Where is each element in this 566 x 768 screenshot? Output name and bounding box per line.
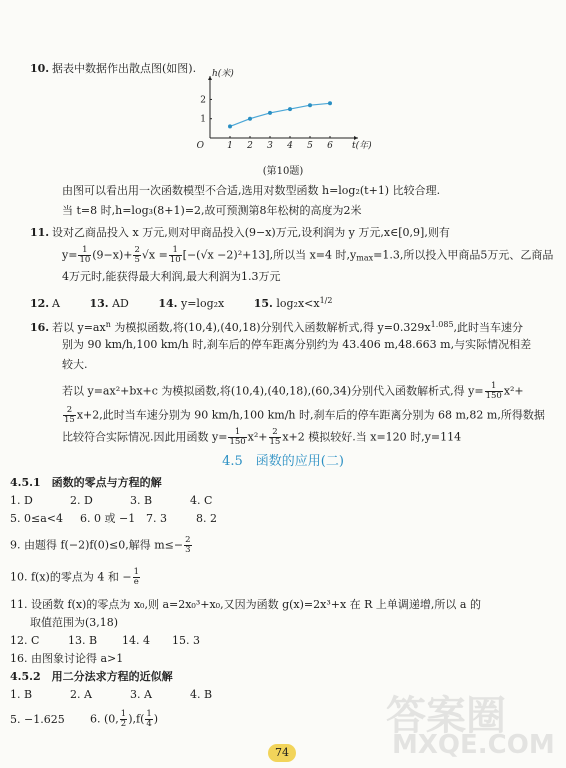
question-number: 10. bbox=[30, 62, 50, 75]
denominator: 150 bbox=[485, 391, 502, 401]
numerator: 1 bbox=[485, 382, 503, 392]
numerator: 2 bbox=[185, 535, 191, 545]
q16-line6 bbox=[62, 428, 552, 447]
answer: 1. B bbox=[10, 688, 33, 701]
answer-row-3 bbox=[10, 634, 552, 648]
q9-line bbox=[10, 536, 552, 555]
fraction bbox=[485, 382, 503, 401]
chart-labels bbox=[197, 68, 373, 151]
denominator: 10 bbox=[169, 255, 181, 265]
q16-line5 bbox=[62, 406, 552, 425]
q16-line2: 别为 90 km/h,100 km/h 时,刹车后的停车距离分别约为 43.406 m,48.663 m,与实际情况相差 bbox=[62, 338, 532, 351]
fraction bbox=[78, 246, 91, 265]
y-axis-label: h(米) bbox=[212, 69, 234, 79]
answer: 5. −1.625 bbox=[10, 712, 65, 726]
answer-text: 10. f(x)的零点为 4 和 − bbox=[10, 570, 132, 584]
q11-expr-e: =1.3,所以投入甲商品5万元、乙商品 bbox=[373, 248, 554, 262]
x-tick-label: 1 bbox=[227, 141, 233, 151]
superscript: 1/2 bbox=[319, 296, 333, 305]
numerator: 1 bbox=[133, 567, 139, 577]
answer-text: 6. (0, bbox=[90, 712, 119, 726]
denominator: e bbox=[133, 577, 139, 587]
page-number: 74 bbox=[268, 744, 296, 762]
fraction bbox=[228, 428, 246, 447]
answer-text: ) bbox=[153, 712, 159, 726]
q16-line1 bbox=[30, 318, 552, 335]
q11-text: 设对乙商品投入 x 万元,则对甲商品投入(9−x)万元,设利润为 y 万元,x∈[0,9],则有 bbox=[52, 226, 450, 239]
fraction bbox=[269, 428, 282, 447]
numerator: 1 bbox=[228, 428, 246, 438]
superscript: 1.085 bbox=[430, 320, 454, 329]
question-number: 13. bbox=[89, 297, 109, 310]
fraction bbox=[145, 710, 152, 729]
q10-body-line1: 由图可以看出用一次函数模型不合适,选用对数型函数 h=log₂(t+1) 比较合理. bbox=[62, 184, 441, 197]
answer: y=log₂x bbox=[181, 297, 225, 310]
fraction bbox=[120, 710, 127, 729]
q10-zero-line bbox=[10, 568, 552, 587]
answer-row-1 bbox=[10, 494, 552, 508]
answer: log₂x<x bbox=[276, 297, 320, 310]
question-number: 16. bbox=[30, 321, 50, 334]
watermark-brand: 答案圈 bbox=[386, 693, 506, 739]
section-title: 4.5 函数的应用(二) bbox=[222, 454, 344, 469]
answer: 7. 3 bbox=[146, 512, 167, 525]
data-point bbox=[308, 103, 312, 107]
q11-zero-line1: 11. 设函数 f(x)的零点为 x₀,则 a=2x₀³+x₀,又因为函数 g(x)=2x³+x 在 R 上单调递增,所以 a 的 bbox=[10, 598, 481, 611]
watermark-url: MXQE.COM bbox=[392, 730, 555, 760]
q10-text: 据表中数据作出散点图(如图). bbox=[52, 62, 197, 75]
q16-text: 若以 y=ax bbox=[52, 321, 106, 334]
answer: A bbox=[52, 297, 60, 310]
answer: 3. B bbox=[130, 494, 153, 507]
chart-points bbox=[228, 101, 332, 128]
answer-text: 9. 由题得 f(−2)f(0)≤0,解得 m≤− bbox=[10, 538, 184, 552]
numerator: 1 bbox=[78, 246, 91, 256]
question-number: 14. bbox=[158, 297, 178, 310]
q11-expr-d: [−(√x −2)²+13],所以当 x=4 时,y bbox=[182, 248, 357, 262]
q16-text: 比较符合实际情况.因此用函数 y= bbox=[62, 430, 228, 444]
q11-expr-c: √x = bbox=[141, 248, 168, 262]
q11-line2 bbox=[62, 246, 552, 266]
figure-caption: (第10题) bbox=[262, 166, 304, 177]
subsection-heading: 4.5.2 用二分法求方程的近似解 bbox=[10, 670, 173, 683]
fraction bbox=[133, 568, 140, 587]
answer: 13. B bbox=[68, 634, 98, 647]
q11-line3: 4万元时,能获得最大利润,最大利润为1.3万元 bbox=[62, 270, 281, 283]
answer: 4. B bbox=[190, 688, 213, 701]
answer: AD bbox=[112, 297, 129, 310]
numerator: 2 bbox=[63, 406, 76, 416]
q11-expr-b: (9−x)+ bbox=[92, 248, 133, 262]
x-axis-label: t(年) bbox=[352, 141, 372, 151]
x-tick-label: 5 bbox=[307, 141, 313, 151]
q16-text: x²+ bbox=[503, 384, 524, 398]
x-tick-label: 4 bbox=[287, 141, 293, 151]
q11-zero-line2: 取值范围为(3,18) bbox=[30, 616, 119, 629]
denominator: 3 bbox=[185, 545, 191, 555]
answer: 4. C bbox=[190, 494, 213, 507]
q11-expr-a: y= bbox=[62, 248, 78, 262]
question-number: 12. bbox=[30, 297, 50, 310]
denominator: 150 bbox=[229, 437, 246, 447]
answer: 14. 4 bbox=[122, 634, 150, 647]
q11-line1 bbox=[30, 226, 552, 240]
answer-row-2 bbox=[10, 512, 552, 526]
q10-body-line2: 当 t=8 时,h=log₃(8+1)=2,故可预测第8年松树的高度为2米 bbox=[62, 204, 362, 217]
origin-label: O bbox=[196, 141, 204, 151]
answer: 1. D bbox=[10, 494, 33, 507]
x-axis-arrow bbox=[354, 136, 358, 140]
q16-text: x+2,此时当车速分别为 90 km/h,100 km/h 时,刹车后的停车距离分别为 68 m,82 m,所得数据 bbox=[76, 408, 545, 422]
q16-text: ,此时当车速分 bbox=[453, 321, 524, 334]
data-point bbox=[268, 111, 272, 115]
denominator: 15 bbox=[64, 415, 75, 425]
data-point bbox=[248, 117, 252, 121]
fraction bbox=[169, 246, 182, 265]
numerator: 2 bbox=[269, 428, 282, 438]
numerator: 2 bbox=[134, 245, 140, 255]
question-number: 15. bbox=[253, 297, 273, 310]
subscript: max bbox=[356, 253, 374, 263]
numerator: 1 bbox=[169, 246, 182, 256]
x-tick-label: 6 bbox=[327, 141, 333, 151]
data-point bbox=[328, 101, 332, 105]
denominator: 10 bbox=[79, 255, 91, 265]
fraction bbox=[63, 406, 76, 425]
q16-line3: 较大. bbox=[62, 358, 88, 371]
answer: 5. 0≤a<4 bbox=[10, 512, 63, 525]
data-point bbox=[288, 107, 292, 111]
answer: 8. 2 bbox=[196, 512, 217, 525]
numerator: 1 bbox=[146, 709, 152, 719]
answer: 12. C bbox=[10, 634, 40, 647]
answer: 3. A bbox=[130, 688, 152, 701]
q12-15-line bbox=[30, 294, 552, 311]
x-tick-label: 3 bbox=[267, 141, 273, 151]
subsection-heading: 4.5.1 函数的零点与方程的解 bbox=[10, 476, 162, 489]
trend-line bbox=[230, 103, 330, 126]
answer: 6. 0 或 −1 bbox=[80, 512, 136, 525]
fraction bbox=[133, 246, 140, 265]
y-tick-label: 2 bbox=[200, 95, 206, 106]
q16-zero-line: 16. 由图象讨论得 a>1 bbox=[10, 652, 124, 665]
q16-text: 为模拟函数,将(10,4),(40,18)分别代入函数解析式,得 y=0.329x bbox=[110, 321, 431, 334]
answer: 15. 3 bbox=[172, 634, 200, 647]
q16-line4 bbox=[62, 382, 552, 401]
q16-text: x²+ bbox=[247, 430, 268, 444]
data-point bbox=[228, 124, 232, 128]
fraction bbox=[184, 536, 191, 555]
denominator: 15 bbox=[269, 437, 281, 447]
denominator: 5 bbox=[134, 255, 140, 265]
x-tick-label: 2 bbox=[247, 141, 253, 151]
denominator: 4 bbox=[146, 719, 152, 729]
answer: 2. D bbox=[70, 494, 93, 507]
denominator: 2 bbox=[120, 719, 127, 729]
numerator: 1 bbox=[120, 709, 127, 719]
answer-text: ),f( bbox=[128, 712, 145, 726]
q16-text: 若以 y=ax²+bx+c 为模拟函数,将(10,4),(40,18),(60,34)分别代入函数解析式,得 y= bbox=[62, 384, 484, 398]
answer: 2. A bbox=[70, 688, 92, 701]
chart-axes bbox=[208, 76, 358, 140]
superscript: n bbox=[105, 320, 111, 329]
q16-text: x+2 模拟较好.当 x=120 时,y=114 bbox=[282, 430, 462, 444]
question-number: 11. bbox=[30, 226, 50, 239]
y-tick-label: 1 bbox=[200, 114, 206, 125]
scatter-chart bbox=[196, 69, 372, 156]
